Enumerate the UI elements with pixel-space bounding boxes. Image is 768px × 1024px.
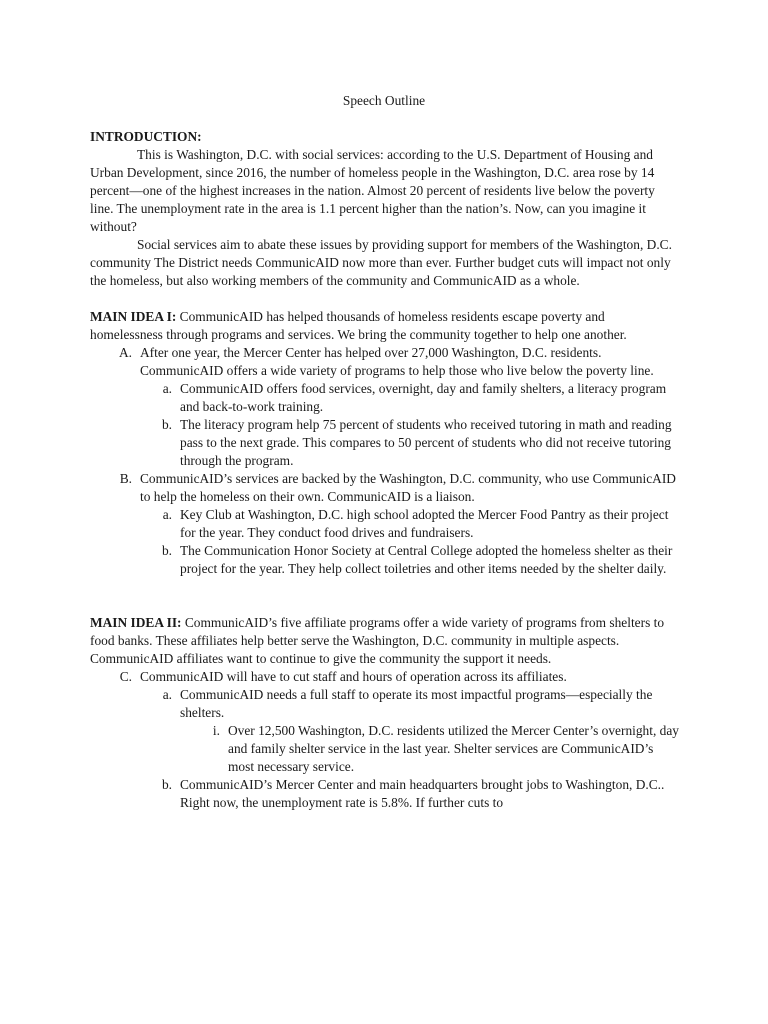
intro-paragraph: This is Washington, D.C. with social services: according to the U.S. Department of Housing and Urban Development, since 2016, the number of homeless people in the Washington, D.C. area rose by 14 percent—one of the highest increases in the nation. Almost 20 percent of residents live below the poverty line. The unemployment rate in the area is 1.1 percent higher than the nation’s. Now, can you imagine it without? — [90, 147, 655, 234]
outline-subpoint — [140, 506, 680, 542]
outline-marker: a. — [162, 381, 172, 396]
outline-point-a — [90, 344, 680, 380]
introduction-section — [90, 128, 680, 290]
outline-marker: A. — [118, 345, 132, 360]
outline-subpoint — [140, 686, 680, 722]
main-idea-2-statement — [90, 614, 680, 668]
outline-marker: C. — [119, 669, 132, 684]
intro-paragraph: Social services aim to abate these issues by providing support for members of the Washington, D.C. community The District needs CommunicAID now more than ever. Further budget cuts will impact not only the homeless, but also working members of the community and CommunicAID as a whole. — [90, 237, 672, 288]
outline-subpoint-text: CommunicAID’s Mercer Center and main headquarters brought jobs to Washington, D.C.. Right now, the unemployment rate is 5.8%. If further cuts to — [180, 777, 665, 810]
main-idea-2-section — [90, 614, 680, 812]
outline-subpoint — [140, 776, 680, 812]
outline-subpoint — [140, 416, 680, 470]
main-idea-2-heading: MAIN IDEA II: — [90, 615, 182, 630]
outline-subpoint-text: Key Club at Washington, D.C. high school adopted the Mercer Food Pantry as their project for the year. They conduct food drives and fundraisers. — [180, 507, 669, 540]
outline-marker: b. — [161, 417, 172, 432]
outline-marker: a. — [162, 687, 172, 702]
outline-point-text: After one year, the Mercer Center has helped over 27,000 Washington, D.C. residents. CommunicAID offers a wide variety of programs to help those who live below the poverty line. — [140, 345, 654, 378]
outline-point-text: CommunicAID’s services are backed by the Washington, D.C. community, who use CommunicAID to help the homeless on their own. CommunicAID is a liaison. — [140, 471, 676, 504]
outline-subpoint-text: CommunicAID offers food services, overnight, day and family shelters, a literacy program and back-to-work training. — [180, 381, 667, 414]
main-idea-1-heading: MAIN IDEA I: — [90, 309, 177, 324]
outline-point-b — [90, 470, 680, 506]
main-idea-1-text: CommunicAID has helped thousands of homeless residents escape poverty and homelessness through programs and services. We bring the community together to help one another. — [90, 309, 627, 342]
main-idea-1-section — [90, 308, 680, 578]
outline-marker: B. — [119, 471, 132, 486]
outline-subpoint — [140, 542, 680, 578]
outline-marker: b. — [161, 543, 172, 558]
outline-point-text: CommunicAID will have to cut staff and hours of operation across its affiliates. — [140, 669, 567, 684]
outline-subpoint-text: The Communication Honor Society at Central College adopted the homeless shelter as their project for the year. They help collect toiletries and other items needed by the shelter daily. — [180, 543, 673, 576]
document-title: Speech Outline — [342, 93, 426, 108]
outline-body — [90, 128, 680, 830]
outline-subpoint-text: The literacy program help 75 percent of students who received tutoring in math and reading pass to the next grade. This compares to 50 percent of students who did not receive tutoring through the program. — [180, 417, 672, 468]
main-idea-2-text: CommunicAID’s five affiliate programs offer a wide variety of programs from shelters to food banks. These affiliates help better serve the Washington, D.C. community in multiple aspects. CommunicAID affiliates want to continue to give the community the support it needs. — [90, 615, 665, 666]
outline-marker: a. — [162, 507, 172, 522]
outline-subpoint-text: CommunicAID needs a full staff to operate its most impactful programs—especially the shelters. — [180, 687, 653, 720]
outline-subsubpoint-text: Over 12,500 Washington, D.C. residents utilized the Mercer Center’s overnight, day and family shelter service in the last year. Shelter services are CommunicAID’s most necessary service. — [228, 723, 680, 774]
introduction-heading: INTRODUCTION: — [90, 129, 202, 144]
outline-marker: i. — [212, 723, 220, 738]
outline-subsubpoint — [180, 722, 680, 776]
main-idea-1-statement — [90, 308, 680, 344]
outline-marker: b. — [161, 777, 172, 792]
outline-point-c — [90, 668, 680, 686]
outline-subpoint — [140, 380, 680, 416]
